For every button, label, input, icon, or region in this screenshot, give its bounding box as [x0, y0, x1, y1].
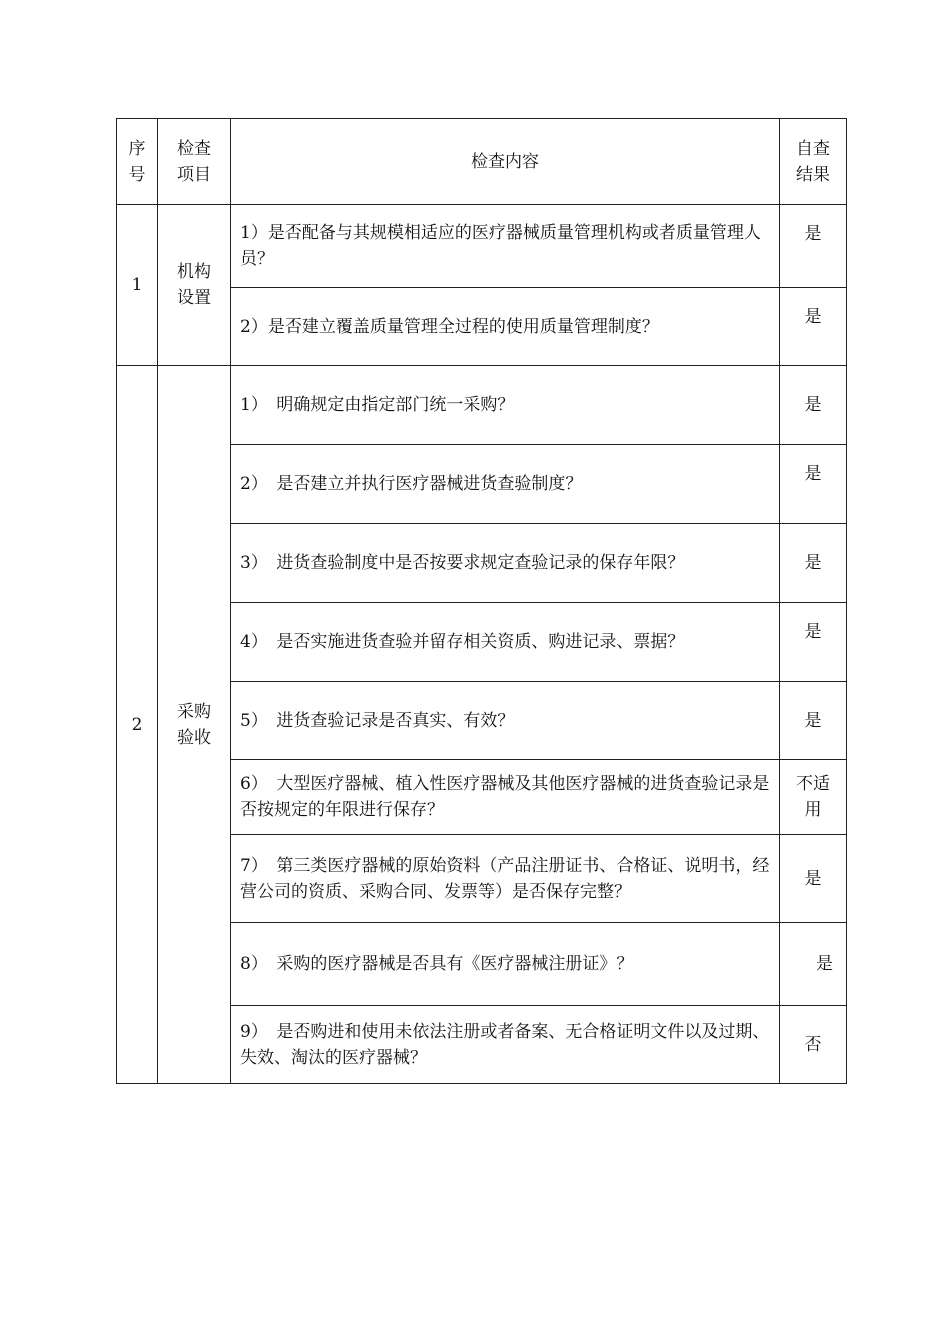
header-item: 检查项目: [158, 119, 231, 205]
check-result: 是: [780, 288, 847, 366]
table-row: [117, 205, 847, 288]
check-content: 1）是否配备与其规模相适应的医疗器械质量管理机构或者质量管理人员？: [231, 205, 780, 288]
check-content: 4） 是否实施进货查验并留存相关资质、购进记录、票据？: [231, 603, 780, 682]
check-content: 8） 采购的医疗器械是否具有《医疗器械注册证》？: [231, 923, 780, 1006]
group-item: 机构设置: [158, 205, 231, 366]
header-seq: 序号: [117, 119, 158, 205]
table-row: [117, 366, 847, 445]
check-result: 是: [780, 445, 847, 524]
group-seq: 2: [117, 366, 158, 1084]
check-result: 是: [780, 366, 847, 445]
check-result: 是: [780, 835, 847, 923]
check-content: 2） 是否建立并执行医疗器械进货查验制度？: [231, 445, 780, 524]
check-content: 5） 进货查验记录是否真实、有效？: [231, 682, 780, 760]
check-content: 2）是否建立覆盖质量管理全过程的使用质量管理制度？: [231, 288, 780, 366]
self-inspection-table: [116, 118, 847, 1084]
check-result: 是: [780, 205, 847, 288]
group-item: 采购验收: [158, 366, 231, 1084]
check-result: 不适用: [780, 760, 847, 835]
header-result: 自查结果: [780, 119, 847, 205]
header-row: [117, 119, 847, 205]
check-result: 是: [780, 923, 847, 1006]
group-seq: 1: [117, 205, 158, 366]
check-content: 6） 大型医疗器械、植入性医疗器械及其他医疗器械的进货查验记录是否按规定的年限进行保存？: [231, 760, 780, 835]
check-content: 3） 进货查验制度中是否按要求规定查验记录的保存年限？: [231, 524, 780, 603]
check-result: 是: [780, 682, 847, 760]
check-result: 是: [780, 603, 847, 682]
check-result: 是: [780, 524, 847, 603]
check-content: 9） 是否购进和使用未依法注册或者备案、无合格证明文件以及过期、失效、淘汰的医疗器械？: [231, 1006, 780, 1084]
check-result: 否: [780, 1006, 847, 1084]
header-content: 检查内容: [231, 119, 780, 205]
check-content: 7） 第三类医疗器械的原始资料（产品注册证书、合格证、说明书，经营公司的资质、采购合同、发票等）是否保存完整？: [231, 835, 780, 923]
check-content: 1） 明确规定由指定部门统一采购？: [231, 366, 780, 445]
